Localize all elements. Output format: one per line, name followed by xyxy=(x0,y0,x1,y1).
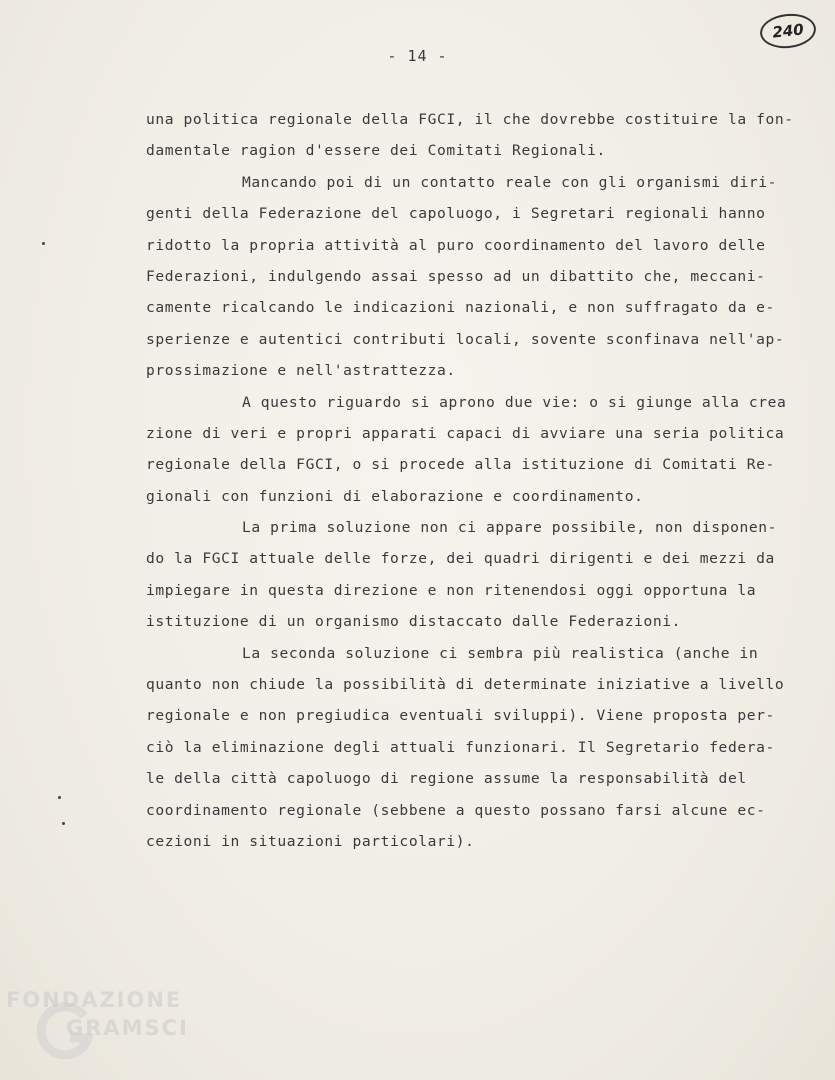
text-line: La prima soluzione non ci appare possibile, non disponen- xyxy=(242,519,778,537)
text-line: istituzione di un organismo distaccato dalle Federazioni. xyxy=(146,613,682,631)
text-line: sperienze e autentici contributi locali, sovente sconfinava nell'ap- xyxy=(146,330,785,348)
text-line: genti della Federazione del capoluogo, i Segretari regionali hanno xyxy=(146,205,766,223)
margin-mark xyxy=(62,822,65,825)
text-line: La seconda soluzione ci sembra più realistica (anche in xyxy=(242,644,759,662)
text-line: do la FGCI attuale delle forze, dei quadri dirigenti e dei mezzi da xyxy=(146,550,775,568)
body-text xyxy=(146,104,826,857)
text-line: Federazioni, indulgendo assai spesso ad un dibattito che, meccani- xyxy=(146,267,766,285)
text-line: A questo riguardo si aprono due vie: o si giunge alla crea xyxy=(242,393,787,411)
text-line: ciò la eliminazione degli attuali funzionari. Il Segretario federa- xyxy=(146,738,775,756)
margin-mark xyxy=(58,796,61,799)
text-line: Mancando poi di un contatto reale con gli organismi diri- xyxy=(242,173,778,191)
text-line: zione di veri e propri apparati capaci di avviare una seria politica xyxy=(146,424,785,442)
margin-mark xyxy=(42,242,45,245)
watermark-line1: FONDAZIONE xyxy=(6,988,183,1012)
text-line: coordinamento regionale (sebbene a questo possano farsi alcune ec- xyxy=(146,801,766,819)
text-line: regionale della FGCI, o si procede alla istituzione di Comitati Re- xyxy=(146,456,775,474)
text-line: regionale e non pregiudica eventuali sviluppi). Viene proposta per- xyxy=(146,707,775,725)
text-line: ridotto la propria attività al puro coordinamento del lavoro delle xyxy=(146,236,766,254)
text-line: camente ricalcando le indicazioni nazionali, e non suffragato da e- xyxy=(146,299,775,317)
text-line: una politica regionale della FGCI, il che dovrebbe costituire la fon- xyxy=(146,111,794,128)
text-line: prossimazione e nell'astrattezza. xyxy=(146,362,456,380)
text-line: le della città capoluogo di regione assume la responsabilità del xyxy=(146,770,747,788)
text-line: impiegare in questa direzione e non ritenendosi oggi opportuna la xyxy=(146,581,757,599)
text-line: quanto non chiude la possibilità di determinate iniziative a livello xyxy=(146,676,785,694)
text-line: damentale ragion d'essere dei Comitati Regionali. xyxy=(146,142,606,160)
text-line: cezioni in situazioni particolari). xyxy=(146,832,475,850)
watermark-line2: GRAMSCI xyxy=(66,1016,189,1040)
watermark-logo xyxy=(6,988,246,1073)
archive-number-stamp: 240 xyxy=(758,11,817,51)
page-number: - 14 - xyxy=(387,47,448,65)
text-line: gionali con funzioni di elaborazione e coordinamento. xyxy=(146,487,644,505)
